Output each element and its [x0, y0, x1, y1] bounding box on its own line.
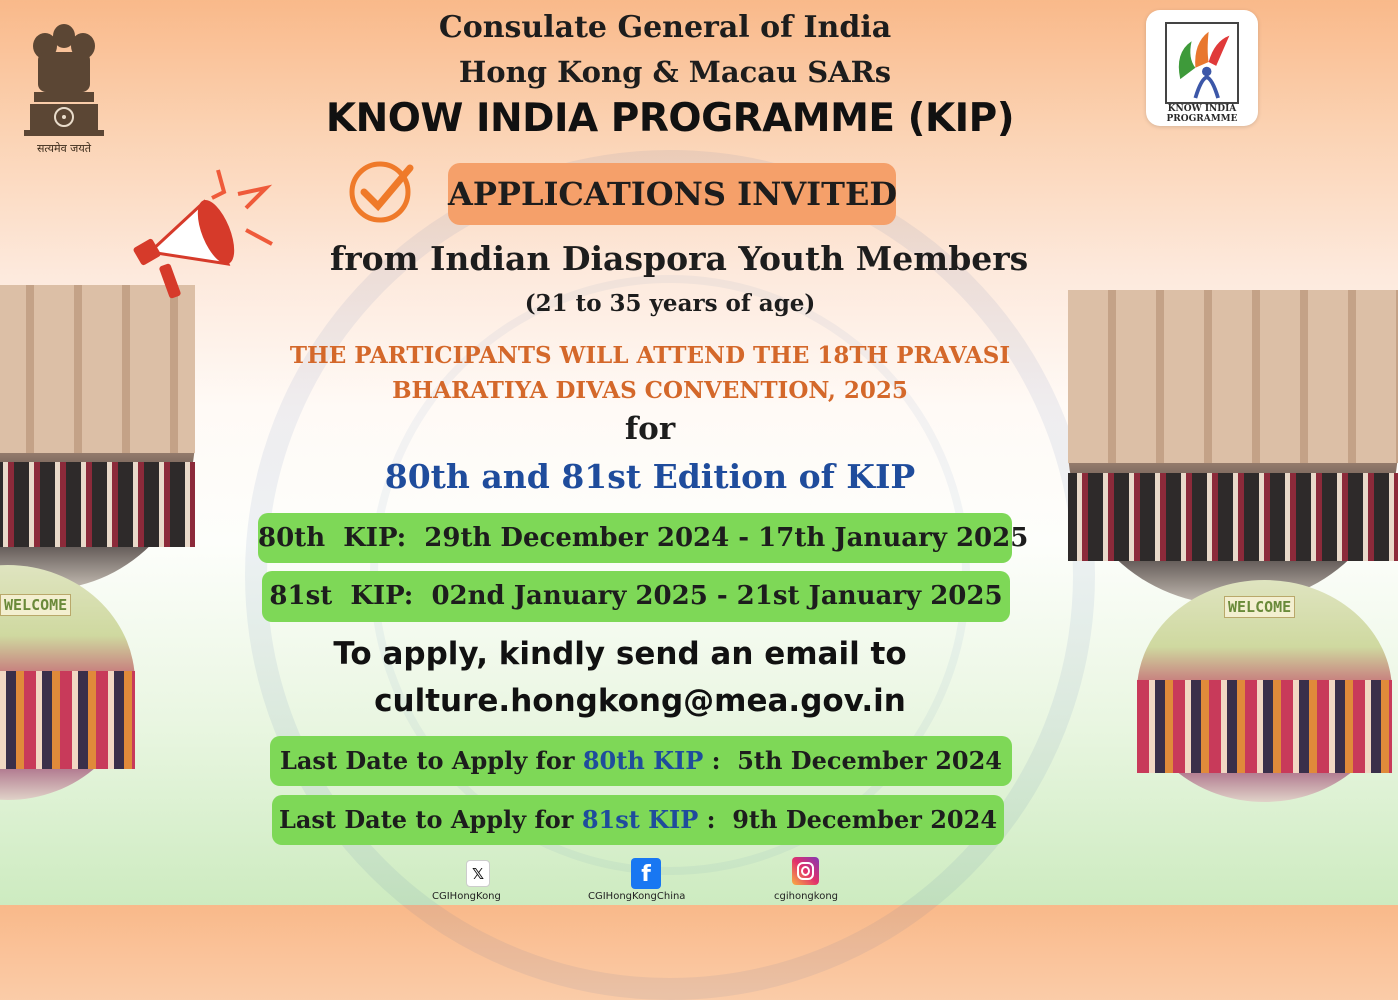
photo-group-right-top [1068, 290, 1398, 605]
deadline-kip80-label: 80th KIP [582, 746, 704, 775]
region-title: Hong Kong & Macau SARs [458, 55, 892, 89]
deadline-kip81-date: : 9th December 2024 [698, 805, 998, 834]
national-emblem-icon [24, 22, 104, 140]
deadline-prefix: Last Date to Apply for [278, 805, 582, 834]
group-of-people [0, 462, 195, 547]
applications-invited-badge: APPLICATIONS INVITED [448, 163, 896, 225]
kip80-schedule: 80th KIP: 29th December 2024 - 17th January 2025 [258, 513, 1012, 563]
group-of-people [1068, 473, 1398, 561]
group-of-people [0, 671, 135, 770]
consulate-title: Consulate General of India [438, 10, 892, 45]
kip80-deadline [270, 736, 1012, 786]
instagram-handle[interactable]: cgihongkong [774, 891, 839, 902]
kip-logo [1146, 10, 1258, 126]
x-twitter-icon[interactable]: 𝕏 [466, 860, 490, 887]
kip-logo-frame [1165, 22, 1239, 104]
emblem-motto: सत्यमेव जयते [36, 142, 91, 155]
kip-logo-text [1146, 104, 1258, 124]
deadline-kip80-date: : 5th December 2024 [703, 746, 1002, 775]
deadline-kip81-label: 81st KIP [581, 805, 699, 834]
building-facade [1068, 290, 1398, 463]
programme-title: KNOW INDIA PROGRAMME (KIP) [325, 96, 1015, 141]
x-handle[interactable]: CGIHongKong [432, 891, 501, 902]
participants-note [260, 338, 1040, 408]
welcome-sign-right: WELCOME [1224, 596, 1295, 618]
audience-heading: from Indian Diaspora Youth Members [330, 239, 1029, 278]
checkmark-icon [348, 158, 416, 224]
group-of-people [1137, 680, 1392, 773]
participants-line1: THE PARTICIPANTS WILL ATTEND THE 18TH PRAVASI [289, 342, 1011, 369]
for-label: for [624, 411, 676, 447]
instagram-icon[interactable] [792, 857, 819, 885]
kip81-deadline [272, 795, 1004, 845]
apply-instruction: To apply, kindly send an email to [333, 636, 907, 672]
welcome-sign-left: WELCOME [0, 594, 71, 616]
photo-group-left-top [0, 285, 195, 590]
age-range: (21 to 35 years of age) [524, 290, 816, 317]
kip81-schedule: 81st KIP: 02nd January 2025 - 21st January 2025 [262, 571, 1010, 622]
kip-logo-line2: PROGRAMME [1166, 114, 1238, 124]
facebook-handle[interactable]: CGIHongKongChina [588, 891, 686, 902]
apply-email-link[interactable]: culture.hongkong@mea.gov.in [374, 683, 906, 719]
deadline-prefix: Last Date to Apply for [280, 746, 583, 775]
megaphone-icon [130, 168, 280, 308]
participants-line2: BHARATIYA DIVAS CONVENTION, 2025 [392, 377, 908, 404]
building-facade [0, 285, 195, 453]
edition-heading: 80th and 81st Edition of KIP [384, 457, 916, 496]
kip-logo-line1: KNOW INDIA [1167, 104, 1237, 114]
facebook-icon[interactable]: f [631, 858, 661, 889]
kip-flame-icon [1167, 24, 1237, 102]
